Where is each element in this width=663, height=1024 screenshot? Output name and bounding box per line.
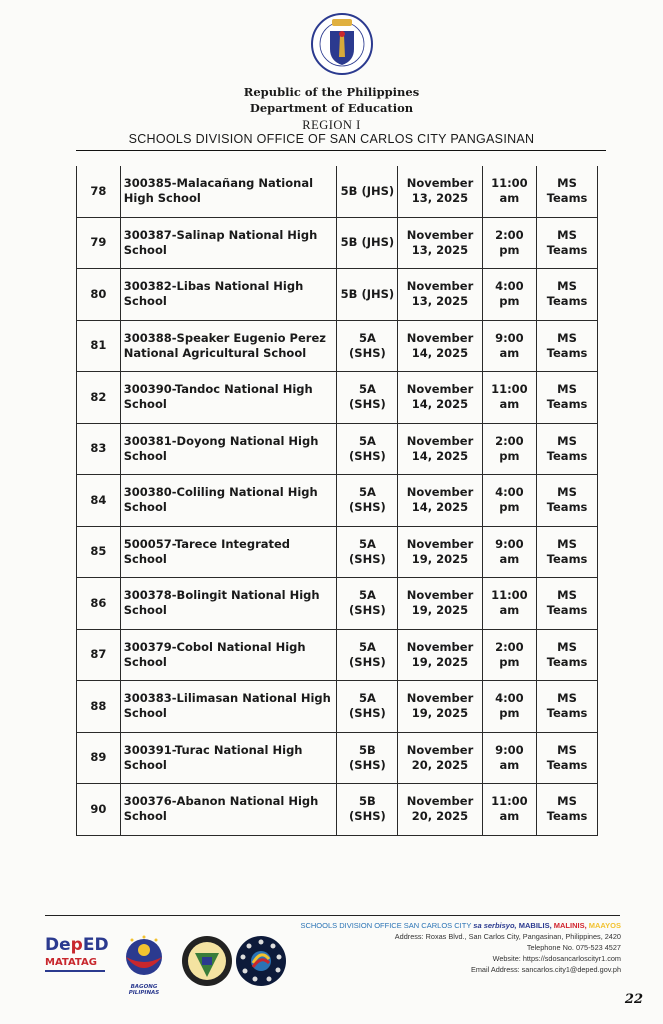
bagong-pilipinas-caption: BAGONG PILIPINAS bbox=[128, 984, 160, 996]
schedule-time: 9:00 am bbox=[482, 320, 536, 372]
school-name: 300380-Coliling National High School bbox=[120, 475, 337, 527]
schedule-time: 4:00 pm bbox=[482, 475, 536, 527]
meeting-platform: MS Teams bbox=[537, 320, 598, 372]
group-cluster: 5A (SHS) bbox=[337, 681, 398, 733]
logo-bar bbox=[45, 970, 105, 972]
school-name: 300385-Malacañang National High School bbox=[120, 166, 337, 217]
group-cluster: 5A (SHS) bbox=[337, 475, 398, 527]
group-cluster: 5B (SHS) bbox=[337, 732, 398, 784]
schedule-time: 4:00 pm bbox=[482, 681, 536, 733]
table-row bbox=[77, 526, 598, 578]
bagong-pilipinas-logo bbox=[115, 935, 173, 996]
row-number: 80 bbox=[77, 269, 121, 321]
group-cluster: 5B (JHS) bbox=[337, 269, 398, 321]
matatag-logo-text: MATATAG bbox=[45, 957, 97, 968]
schedule-date: November 13, 2025 bbox=[398, 166, 482, 217]
header-divider bbox=[76, 150, 606, 151]
schedule-date: November 14, 2025 bbox=[398, 475, 482, 527]
table-row bbox=[77, 372, 598, 424]
motto-malinis: MALINIS, bbox=[553, 921, 587, 930]
group-cluster: 5A (SHS) bbox=[337, 578, 398, 630]
contact-block bbox=[300, 920, 621, 975]
school-name: 300381-Doyong National High School bbox=[120, 423, 337, 475]
schedule-date: November 14, 2025 bbox=[398, 372, 482, 424]
schedule-date: November 19, 2025 bbox=[398, 578, 482, 630]
program-circle-logo bbox=[235, 935, 287, 991]
schedule-time: 11:00 am bbox=[482, 372, 536, 424]
row-number: 83 bbox=[77, 423, 121, 475]
school-name: 300383-Lilimasan National High School bbox=[120, 681, 337, 733]
division-office-heading: SCHOOLS DIVISION OFFICE OF SAN CARLOS CITY PANGASINAN bbox=[128, 132, 535, 146]
department-heading: Department of Education bbox=[249, 101, 414, 115]
schedule-time: 4:00 pm bbox=[482, 269, 536, 321]
row-number: 81 bbox=[77, 320, 121, 372]
row-number: 85 bbox=[77, 526, 121, 578]
schedule-table bbox=[76, 166, 598, 836]
school-name: 300387-Salinap National High School bbox=[120, 217, 337, 269]
group-cluster: 5A (SHS) bbox=[337, 372, 398, 424]
website-line[interactable]: Website: https://sdosancarloscityr1.com bbox=[492, 954, 621, 963]
schedule-time: 2:00 pm bbox=[482, 217, 536, 269]
schedule-date: November 20, 2025 bbox=[398, 784, 482, 836]
row-number: 87 bbox=[77, 629, 121, 681]
footer-divider bbox=[45, 915, 620, 916]
republic-heading: Republic of the Philippines bbox=[243, 85, 420, 99]
school-name: 500057-Tarece Integrated School bbox=[120, 526, 337, 578]
meeting-platform: MS Teams bbox=[537, 629, 598, 681]
row-number: 90 bbox=[77, 784, 121, 836]
deped-seal-logo bbox=[310, 5, 374, 83]
schedule-date: November 20, 2025 bbox=[398, 732, 482, 784]
school-name: 300378-Bolingit National High School bbox=[120, 578, 337, 630]
deped-matatag-logo bbox=[45, 935, 109, 972]
tagline: sa serbisyo, bbox=[473, 921, 517, 930]
address-line: Address: Roxas Blvd., San Carlos City, Pangasinan, Philippines, 2420 bbox=[394, 932, 621, 941]
meeting-platform: MS Teams bbox=[537, 526, 598, 578]
school-name: 300376-Abanon National High School bbox=[120, 784, 337, 836]
schedule-date: November 14, 2025 bbox=[398, 320, 482, 372]
division-seal-logo bbox=[181, 935, 233, 991]
schedule-time: 2:00 pm bbox=[482, 629, 536, 681]
school-name: 300390-Tandoc National High School bbox=[120, 372, 337, 424]
table-row bbox=[77, 475, 598, 527]
school-name: 300379-Cobol National High School bbox=[120, 629, 337, 681]
table-row bbox=[77, 423, 598, 475]
group-cluster: 5A (SHS) bbox=[337, 526, 398, 578]
meeting-platform: MS Teams bbox=[537, 475, 598, 527]
motto-mabilis: MABILIS, bbox=[518, 921, 552, 930]
group-cluster: 5A (SHS) bbox=[337, 320, 398, 372]
table-row bbox=[77, 784, 598, 836]
meeting-platform: MS Teams bbox=[537, 217, 598, 269]
meeting-platform: MS Teams bbox=[537, 166, 598, 217]
footer-logos bbox=[45, 935, 285, 995]
school-name: 300382-Libas National High School bbox=[120, 269, 337, 321]
table-row bbox=[77, 217, 598, 269]
table-row bbox=[77, 681, 598, 733]
row-number: 86 bbox=[77, 578, 121, 630]
row-number: 84 bbox=[77, 475, 121, 527]
table-row bbox=[77, 732, 598, 784]
schedule-time: 9:00 am bbox=[482, 526, 536, 578]
group-cluster: 5A (SHS) bbox=[337, 629, 398, 681]
row-number: 79 bbox=[77, 217, 121, 269]
schedule-time: 11:00 am bbox=[482, 784, 536, 836]
table-row bbox=[77, 578, 598, 630]
table-row bbox=[77, 629, 598, 681]
schedule-date: November 19, 2025 bbox=[398, 526, 482, 578]
telephone-line: Telephone No. 075-523 4527 bbox=[526, 943, 621, 952]
group-cluster: 5B (JHS) bbox=[337, 166, 398, 217]
office-motto-line bbox=[300, 920, 621, 931]
deped-logo-text: DepED bbox=[45, 935, 109, 955]
meeting-platform: MS Teams bbox=[537, 681, 598, 733]
schedule-time: 11:00 am bbox=[482, 166, 536, 217]
group-cluster: 5A (SHS) bbox=[337, 423, 398, 475]
row-number: 78 bbox=[77, 166, 121, 217]
motto-maayos: MAAYOS bbox=[588, 921, 621, 930]
table-row bbox=[77, 269, 598, 321]
meeting-platform: MS Teams bbox=[537, 578, 598, 630]
school-name: 300391-Turac National High School bbox=[120, 732, 337, 784]
schedule-date: November 13, 2025 bbox=[398, 217, 482, 269]
page-number: 22 bbox=[624, 992, 643, 1007]
meeting-platform: MS Teams bbox=[537, 732, 598, 784]
schedule-date: November 19, 2025 bbox=[398, 681, 482, 733]
schedule-date: November 13, 2025 bbox=[398, 269, 482, 321]
schedule-date: November 19, 2025 bbox=[398, 629, 482, 681]
office-name: SCHOOLS DIVISION OFFICE SAN CARLOS CITY bbox=[300, 921, 472, 930]
row-number: 82 bbox=[77, 372, 121, 424]
meeting-platform: MS Teams bbox=[537, 372, 598, 424]
school-name: 300388-Speaker Eugenio Perez National Agricultural School bbox=[120, 320, 337, 372]
meeting-platform: MS Teams bbox=[537, 269, 598, 321]
schedule-time: 9:00 am bbox=[482, 732, 536, 784]
schedule-date: November 14, 2025 bbox=[398, 423, 482, 475]
table-row bbox=[77, 320, 598, 372]
row-number: 89 bbox=[77, 732, 121, 784]
group-cluster: 5B (SHS) bbox=[337, 784, 398, 836]
table-row bbox=[77, 166, 598, 217]
meeting-platform: MS Teams bbox=[537, 423, 598, 475]
region-heading: REGION I bbox=[302, 118, 361, 132]
row-number: 88 bbox=[77, 681, 121, 733]
schedule-time: 11:00 am bbox=[482, 578, 536, 630]
group-cluster: 5B (JHS) bbox=[337, 217, 398, 269]
meeting-platform: MS Teams bbox=[537, 784, 598, 836]
email-line[interactable]: Email Address: sancarlos.city1@deped.gov.ph bbox=[470, 965, 621, 974]
schedule-time: 2:00 pm bbox=[482, 423, 536, 475]
